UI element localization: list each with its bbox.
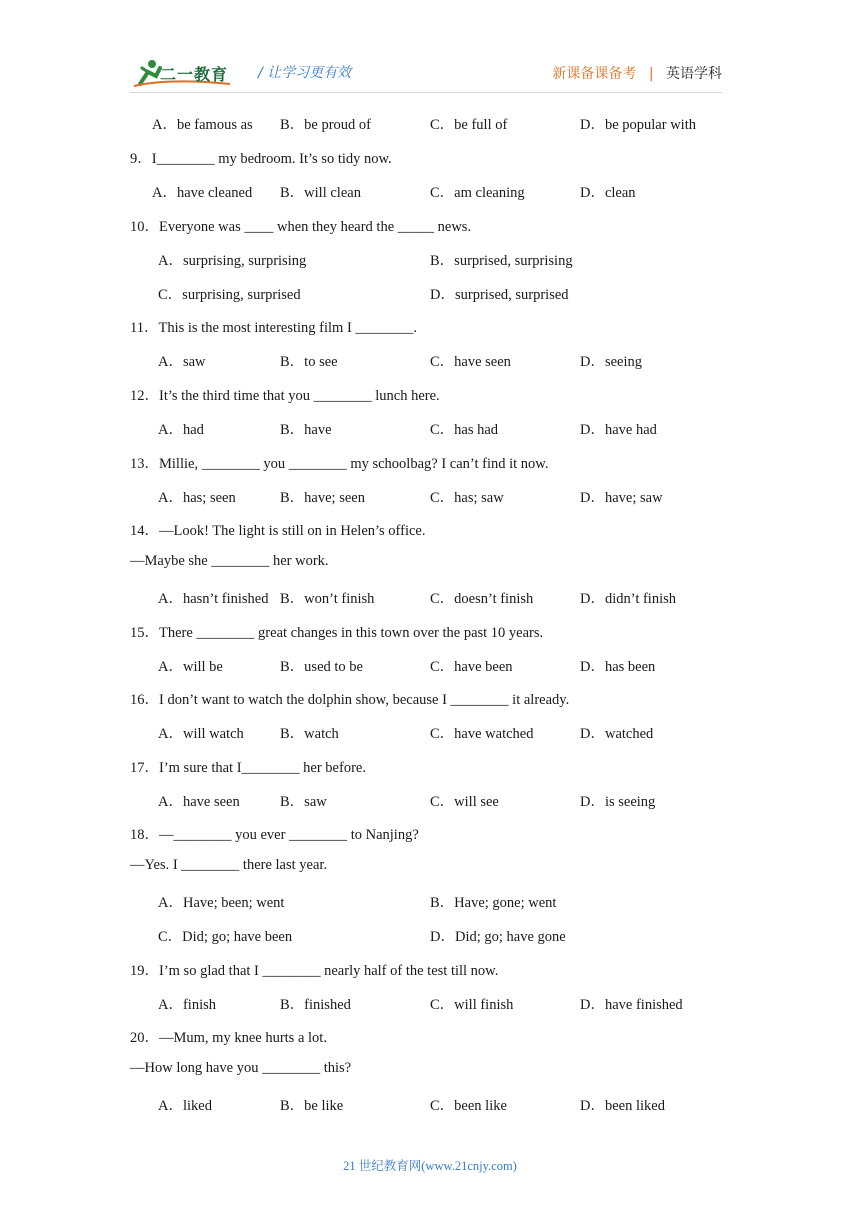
option-13-d: D．have; saw xyxy=(580,490,663,506)
header-divider xyxy=(130,92,722,93)
option-17-d: D．is seeing xyxy=(580,794,656,810)
question-10-stem: 10．Everyone was ____ when they heard the _____ news. xyxy=(130,219,472,235)
brand-course-text: 新课备课备考 xyxy=(552,66,637,82)
option-9-a: A．have cleaned xyxy=(152,185,253,201)
option-11-c: C．have seen xyxy=(430,354,511,370)
question-14-reply: —Maybe she ________ her work. xyxy=(130,553,329,569)
option-18-d: D．Did; go; have gone xyxy=(430,929,566,945)
option-16-d: D．watched xyxy=(580,726,654,742)
option-9-b: B．will clean xyxy=(280,185,361,201)
option-10-c: C．surprising, surprised xyxy=(158,287,301,303)
option-15-d: D．has been xyxy=(580,659,656,675)
option-11-d: D．seeing xyxy=(580,354,643,370)
option-15-c: C．have been xyxy=(430,659,513,675)
question-11-stem: 11．This is the most interesting film I ________. xyxy=(130,320,418,336)
option-12-a: A．had xyxy=(158,422,204,438)
option-12-b: B．have xyxy=(280,422,332,438)
option-16-c: C．have watched xyxy=(430,726,534,742)
option-20-d: D．been liked xyxy=(580,1098,665,1114)
page-header xyxy=(0,0,860,100)
question-18-stem: 18．—________ you ever ________ to Nanjing? xyxy=(130,827,419,843)
option-20-c: C．been like xyxy=(430,1098,507,1114)
option-18-b: B．Have; gone; went xyxy=(430,895,557,911)
option-12-d: D．have had xyxy=(580,422,657,438)
option-8-c: C．be full of xyxy=(430,117,508,133)
option-19-d: D．have finished xyxy=(580,997,683,1013)
brand-subject-text: 英语学科 xyxy=(666,66,722,82)
option-11-a: A．saw xyxy=(158,354,206,370)
option-9-d: D．clean xyxy=(580,185,636,201)
question-16-stem: 16．I don’t want to watch the dolphin show, because I ________ it already. xyxy=(130,692,570,708)
option-16-a: A．will watch xyxy=(158,726,244,742)
option-20-b: B．be like xyxy=(280,1098,344,1114)
option-18-c: C．Did; go; have been xyxy=(158,929,293,945)
option-17-b: B．saw xyxy=(280,794,327,810)
question-9-stem: 9．I________ my bedroom. It’s so tidy now. xyxy=(130,151,392,167)
page-footer: 21 世纪教育网(www.21cnjy.com) xyxy=(343,1159,517,1173)
logo-text: 二一教育 xyxy=(160,65,229,84)
option-16-b: B．watch xyxy=(280,726,339,742)
option-17-a: A．have seen xyxy=(158,794,240,810)
question-19-stem: 19．I’m so glad that I ________ nearly half of the test till now. xyxy=(130,963,499,979)
question-14-stem: 14．—Look! The light is still on in Helen’s office. xyxy=(130,523,426,539)
question-18-reply: —Yes. I ________ there last year. xyxy=(130,857,328,873)
option-13-b: B．have; seen xyxy=(280,490,365,506)
option-8-a: A．be famous as xyxy=(152,117,253,133)
option-18-a: A．Have; been; went xyxy=(158,895,285,911)
question-12-stem: 12．It’s the third time that you ________ lunch here. xyxy=(130,388,440,404)
option-19-b: B．finished xyxy=(280,997,351,1013)
option-15-b: B．used to be xyxy=(280,659,363,675)
option-19-a: A．finish xyxy=(158,997,216,1013)
question-20-stem: 20．—Mum, my knee hurts a lot. xyxy=(130,1030,327,1046)
option-14-b: B．won’t finish xyxy=(280,591,375,607)
option-13-a: A．has; seen xyxy=(158,490,236,506)
question-17-stem: 17．I’m sure that I________ her before. xyxy=(130,760,366,776)
question-15-stem: 15．There ________ great changes in this town over the past 10 years. xyxy=(130,625,544,641)
option-14-d: D．didn’t finish xyxy=(580,591,676,607)
option-8-b: B．be proud of xyxy=(280,117,372,133)
question-20-reply: —How long have you ________ this? xyxy=(130,1060,352,1076)
option-10-a: A．surprising, surprising xyxy=(158,253,307,269)
brand-right xyxy=(552,63,722,83)
option-14-a: A．hasn’t finished xyxy=(158,591,269,607)
option-10-d: D．surprised, surprised xyxy=(430,287,569,303)
option-20-a: A．liked xyxy=(158,1098,212,1114)
option-15-a: A．will be xyxy=(158,659,223,675)
slogan: / 让学习更有效 xyxy=(258,65,352,81)
option-13-c: C．has; saw xyxy=(430,490,504,506)
option-12-c: C．has had xyxy=(430,422,499,438)
option-10-b: B．surprised, surprising xyxy=(430,253,573,269)
option-11-b: B．to see xyxy=(280,354,338,370)
option-9-c: C．am cleaning xyxy=(430,185,525,201)
option-14-c: C．doesn’t finish xyxy=(430,591,534,607)
question-13-stem: 13．Millie, ________ you ________ my schoolbag? I can’t find it now. xyxy=(130,456,549,472)
option-8-d: D．be popular with xyxy=(580,117,696,133)
option-17-c: C．will see xyxy=(430,794,499,810)
option-19-c: C．will finish xyxy=(430,997,514,1013)
brand-separator: | xyxy=(648,66,654,82)
